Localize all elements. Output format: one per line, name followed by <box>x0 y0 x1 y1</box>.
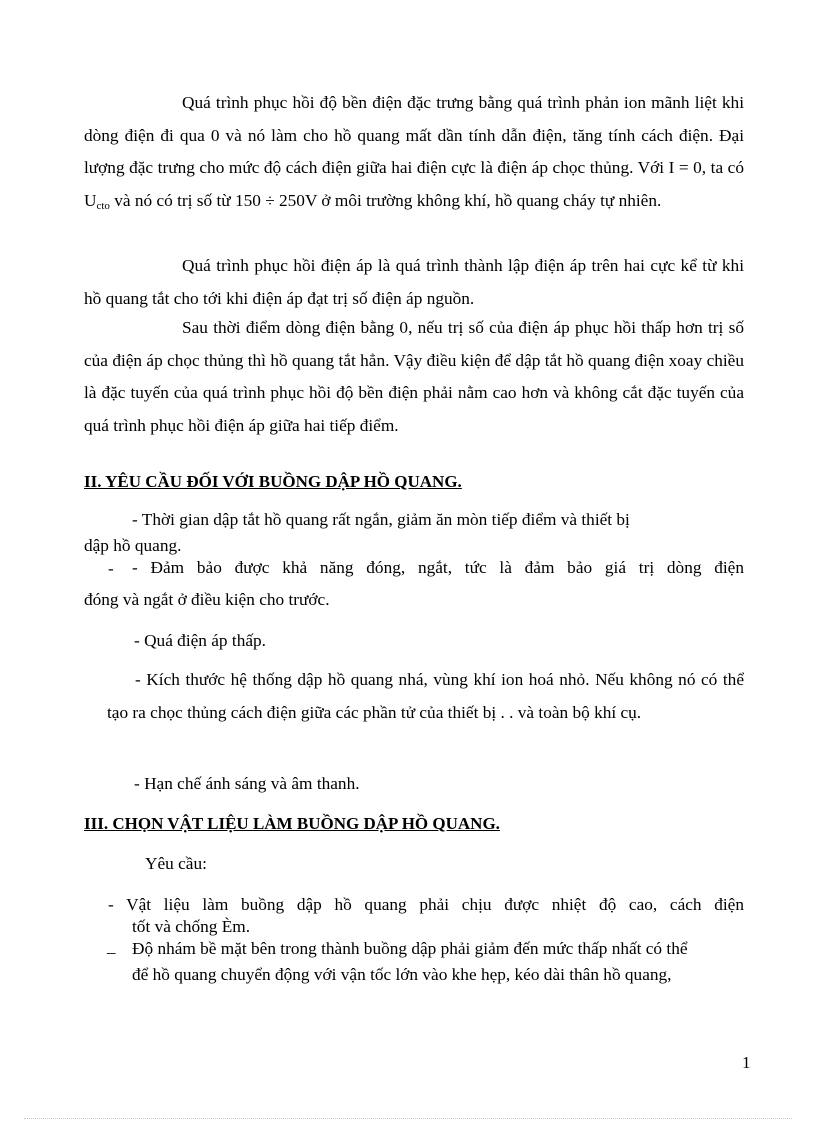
paragraph-text: và nó có trị số từ 150 ÷ 250V ở môi trường không khí, hồ quang cháy tự nhiên. <box>109 190 662 210</box>
bullet-underscore: _ <box>107 937 116 956</box>
section-3-item-1-line-2: tốt và chống Èm. <box>132 917 251 936</box>
section-3-item-2-line-1: Độ nhám bề mặt bên trong thành buồng dập phải giảm đến mức thấp nhất có thể <box>132 939 688 958</box>
section-2-item-1-line-2: dập hồ quang. <box>84 536 182 555</box>
paragraph-text: Quá trình phục hồi độ bền điện đặc trưng bằng quá trình phản ion mãnh liệt khi dòng điện đi qua 0 và nó làm cho hồ quang mất dần tính dẫn điện, tăng tính cách điện. Đại lượng đặc trưng cho mức độ cách điện giữa hai điện cực là điện áp chọc thủng. Với I = 0, ta có U <box>84 93 744 210</box>
bullet-dash: - <box>108 559 114 578</box>
section-2-item-5: - Hạn chế ánh sáng và âm thanh. <box>134 774 360 793</box>
requirement-label: Yêu cầu: <box>145 854 207 873</box>
section-3-item-2-line-2: để hồ quang chuyển động với vận tốc lớn vào khe hẹp, kéo dài thân hồ quang, <box>132 965 672 984</box>
section-3-item-1-line-1: - Vật liệu làm buồng dập hồ quang phải chịu được nhiệt độ cao, cách điện <box>108 895 744 914</box>
paragraph-voltage-recovery: Quá trình phục hồi điện áp là quá trình thành lập điện áp trên hai cực kể từ khi hồ quang tắt cho tới khi điện áp đạt trị số điện áp nguồn. <box>84 256 744 308</box>
paragraph-arc-recovery-strength <box>84 87 744 217</box>
section-3-heading: III. CHỌN VẬT LIỆU LÀM BUỒNG DẬP HỒ QUANG. <box>84 814 500 833</box>
section-2-heading: II. YÊU CẦU ĐỐI VỚI BUỒNG DẬP HỒ QUANG. <box>84 472 462 491</box>
section-2-item-2-line-2: đóng và ngắt ở điều kiện cho trước. <box>84 590 330 609</box>
paragraph-extinction-condition: Sau thời điểm dòng điện bằng 0, nếu trị số của điện áp phục hồi thấp hơn trị số của điện áp chọc thủng thì hồ quang tắt hẳn. Vậy điều kiện để dập tắt hồ quang điện xoay chiều là đặc tuyến của quá trình phục hồi độ bền điện phải nằm cao hơn và không cắt đặc tuyến của quá trình phục hồi điện áp giữa hai tiếp điểm. <box>84 318 744 435</box>
section-2-item-3: - Quá điện áp thấp. <box>134 631 266 650</box>
section-2-item-2-line-1: - Đảm bảo được khả năng đóng, ngắt, tức là đảm bảo giá trị dòng điện <box>132 558 744 577</box>
subscript-cto: cto <box>96 199 110 212</box>
section-2-item-1-line-1: - Thời gian dập tắt hồ quang rất ngắn, giảm ăn mòn tiếp điểm và thiết bị <box>132 510 630 529</box>
section-2-item-4: - Kích thước hệ thống dập hồ quang nhá, vùng khí ion hoá nhỏ. Nếu không nó có thể tạo ra chọc thủng cách điện giữa các phần tử của thiết bị . . và toàn bộ khí cụ. <box>107 670 744 722</box>
page-number: 1 <box>742 1053 751 1072</box>
footer-divider <box>24 1118 792 1119</box>
